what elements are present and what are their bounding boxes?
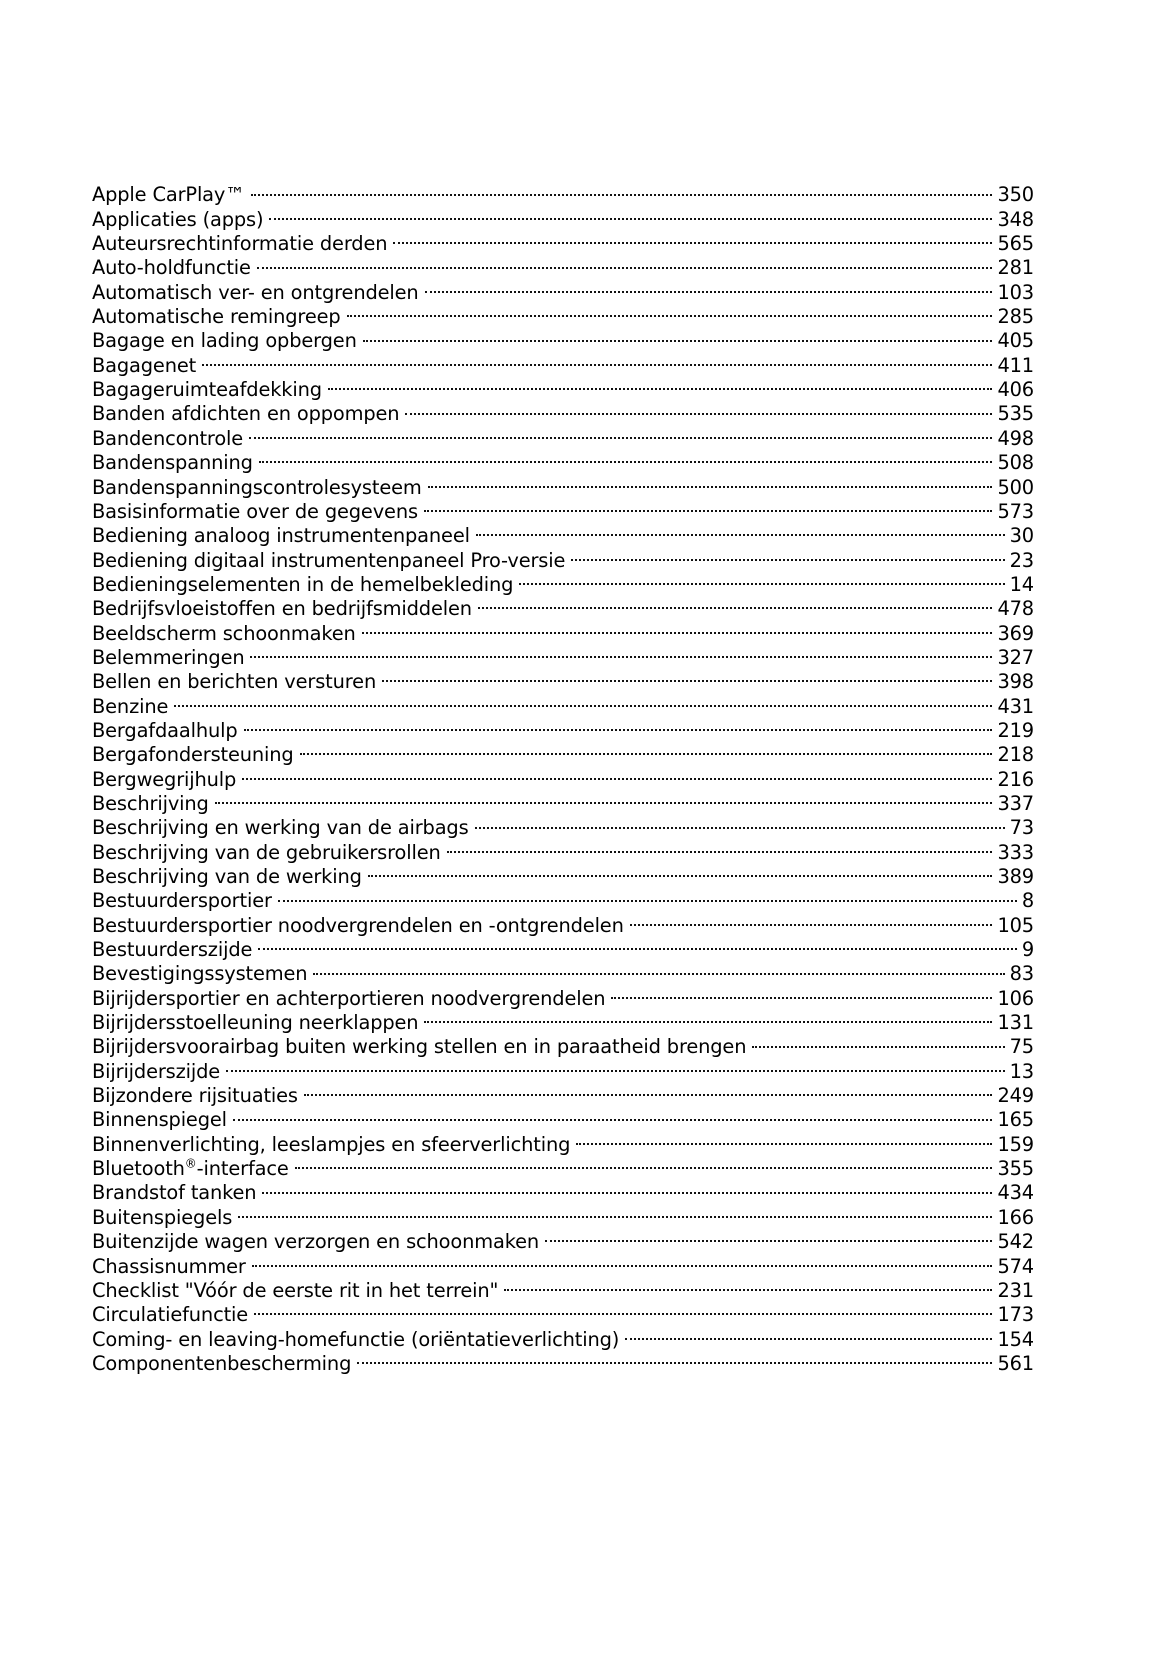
- index-entry-title: Basisinformatie over de gegevens: [92, 499, 418, 523]
- index-entry-page-number: 166: [997, 1205, 1034, 1229]
- index-entry[interactable]: [92, 255, 1034, 279]
- dot-leader: [545, 1229, 992, 1248]
- index-entry[interactable]: [92, 669, 1034, 693]
- dot-leader: [252, 1253, 993, 1272]
- dot-leader: [238, 1204, 992, 1223]
- index-entry[interactable]: [92, 231, 1034, 255]
- dot-leader: [202, 352, 992, 371]
- index-entry-title: Bluetooth®-interface: [92, 1157, 289, 1181]
- index-entry-page-number: 389: [997, 865, 1034, 888]
- dot-leader: [269, 206, 992, 225]
- index-entry-page-number: 75: [1009, 1035, 1034, 1059]
- index-entry[interactable]: [92, 498, 1034, 522]
- index-entry[interactable]: [92, 1302, 1034, 1326]
- index-entry[interactable]: [92, 1107, 1034, 1131]
- index-entry-page-number: 154: [997, 1327, 1034, 1351]
- index-entry[interactable]: [92, 1326, 1034, 1350]
- index-entry-page-number: 165: [997, 1108, 1034, 1132]
- index-entry-title: Buitenspiegels: [92, 1205, 233, 1229]
- index-entry[interactable]: [92, 279, 1034, 303]
- dot-leader: [257, 255, 993, 274]
- index-entry[interactable]: [92, 352, 1034, 376]
- index-entry-page-number: 478: [997, 597, 1034, 621]
- dot-leader: [382, 669, 992, 688]
- index-entry-page-number: 574: [997, 1254, 1034, 1278]
- index-entry-page-number: 411: [997, 353, 1034, 377]
- index-entry-title: Bandencontrole: [92, 426, 244, 450]
- index-entry-page-number: 355: [997, 1157, 1034, 1181]
- index-entry-page-number: 508: [997, 451, 1034, 475]
- dot-leader: [576, 1131, 992, 1150]
- dot-leader: [611, 985, 992, 1004]
- index-entry-title: Brandstof tanken: [92, 1181, 257, 1205]
- index-entry-title: Binnenverlichting, leeslampjes en sfeerverlichting: [92, 1132, 571, 1156]
- index-entry-title: Componentenbescherming: [92, 1351, 352, 1375]
- index-entry-page-number: 216: [997, 767, 1034, 791]
- index-entry[interactable]: [92, 742, 1034, 766]
- index-entry[interactable]: [92, 985, 1034, 1009]
- dot-leader: [254, 1302, 992, 1321]
- dot-leader: [251, 182, 993, 201]
- index-entry-title: Bagagenet: [92, 353, 197, 377]
- index-entry[interactable]: [92, 1351, 1034, 1375]
- index-entry[interactable]: [92, 1229, 1034, 1253]
- index-entry-title: Auto-holdfunctie: [92, 256, 251, 280]
- index-entry-title: Checklist "Vóór de eerste rit in het terrein": [92, 1278, 499, 1302]
- index-entry-page-number: 565: [997, 232, 1034, 256]
- index-entry-title: Bestuurdersportier: [92, 889, 272, 913]
- dot-leader: [447, 839, 993, 858]
- index-entry[interactable]: [92, 937, 1034, 961]
- index-entry[interactable]: [92, 1034, 1034, 1058]
- index-entry-title: Auteursrechtinformatie derden: [92, 232, 388, 256]
- index-entry-page-number: 434: [997, 1181, 1034, 1205]
- index-entry[interactable]: [92, 1131, 1034, 1155]
- index-entry[interactable]: [92, 791, 1034, 815]
- dot-leader: [249, 425, 992, 444]
- index-entry-title: Bandenspanningscontrolesysteem: [92, 475, 422, 499]
- index-entry-page-number: 431: [997, 694, 1034, 718]
- index-entry-title: Coming- en leaving-homefunctie (oriëntatieverlichting): [92, 1327, 620, 1351]
- index-entry[interactable]: [92, 620, 1034, 644]
- dot-leader: [300, 742, 993, 761]
- index-entry-title: Beschrijving van de werking: [92, 865, 362, 888]
- index-entry[interactable]: [92, 401, 1034, 425]
- dot-leader: [244, 718, 993, 737]
- index-entry-page-number: 30: [1009, 524, 1034, 548]
- index-entry[interactable]: [92, 377, 1034, 401]
- index-entry-page-number: 231: [997, 1278, 1034, 1302]
- dot-leader: [752, 1034, 1004, 1053]
- index-entry-page-number: 23: [1009, 548, 1034, 572]
- index-entry-page-number: 106: [997, 986, 1034, 1010]
- index-entry-title: Bijzondere rijsituaties: [92, 1084, 298, 1108]
- index-entry-page-number: 337: [997, 791, 1034, 815]
- index-entry-page-number: 218: [997, 743, 1034, 767]
- index-entry-page-number: 281: [997, 256, 1034, 280]
- index-entry[interactable]: [92, 1083, 1034, 1107]
- index-entry[interactable]: [92, 645, 1034, 669]
- index-entry-page-number: 173: [997, 1303, 1034, 1327]
- index-entry-page-number: 249: [997, 1084, 1034, 1108]
- index-entry-title: Beschrijving: [92, 791, 209, 815]
- index-entry[interactable]: [92, 1058, 1034, 1082]
- index-entry[interactable]: [92, 888, 1034, 912]
- dot-leader: [368, 864, 993, 883]
- index-entry[interactable]: [92, 474, 1034, 498]
- index-entry-title: Bestuurderszijde: [92, 938, 253, 961]
- index-entry-page-number: 159: [997, 1132, 1034, 1156]
- index-entry-page-number: 561: [997, 1351, 1034, 1375]
- index-entry[interactable]: [92, 572, 1034, 596]
- index-entry-title: Benzine: [92, 694, 169, 718]
- index-entry-title: Chassisnummer: [92, 1254, 246, 1278]
- index-entry-title: Bediening analoog instrumentenpaneel: [92, 524, 470, 548]
- dot-leader: [215, 791, 993, 810]
- index-entry[interactable]: [92, 766, 1034, 790]
- dot-leader: [424, 1010, 992, 1029]
- index-entry-title: Circulatiefunctie: [92, 1303, 249, 1327]
- dot-leader: [393, 231, 992, 250]
- dot-leader: [504, 1277, 992, 1296]
- dot-leader: [405, 401, 992, 420]
- index-entry-title: Bijrijdersstoelleuning neerklappen: [92, 1011, 419, 1035]
- index-entry[interactable]: [92, 718, 1034, 742]
- index-entry-title: Bijrijdersvoorairbag buiten werking stellen en in paraatheid brengen: [92, 1035, 747, 1059]
- dot-leader: [363, 328, 993, 347]
- dot-leader: [428, 474, 993, 493]
- dot-leader: [262, 1180, 992, 1199]
- index-entry-title: Belemmeringen: [92, 645, 245, 669]
- dot-leader: [475, 815, 1005, 834]
- index-entry-page-number: 14: [1009, 572, 1034, 596]
- index-entry-page-number: 73: [1009, 816, 1034, 840]
- index-entry-title: Automatisch ver- en ontgrendelen: [92, 280, 419, 304]
- index-entry-title: Bijrijderszijde: [92, 1059, 221, 1083]
- dot-leader: [571, 547, 1004, 566]
- dot-leader: [313, 961, 1004, 980]
- dot-leader: [233, 1107, 993, 1126]
- index-entry-title: Bagageruimteafdekking: [92, 378, 322, 402]
- index-entry[interactable]: [92, 596, 1034, 620]
- index-entry-title: Binnenspiegel: [92, 1108, 227, 1132]
- index-entry[interactable]: [92, 304, 1034, 328]
- dot-leader: [630, 912, 993, 931]
- index-entry[interactable]: [92, 1204, 1034, 1228]
- index-entry-page-number: 498: [997, 426, 1034, 450]
- index-entry[interactable]: [92, 1010, 1034, 1034]
- dot-leader: [226, 1058, 1005, 1077]
- index-entry[interactable]: [92, 864, 1034, 888]
- index-entry-page-number: 13: [1009, 1059, 1034, 1083]
- index-entry-page-number: 500: [997, 475, 1034, 499]
- index-entry-page-number: 573: [997, 499, 1034, 523]
- index-entry-title: Bergwegrijhulp: [92, 767, 237, 791]
- index-entry-page-number: 285: [997, 305, 1034, 329]
- index-entry-title: Beeldscherm schoonmaken: [92, 621, 356, 645]
- dot-leader: [625, 1326, 992, 1345]
- index-entry-page-number: 327: [997, 645, 1034, 669]
- dot-leader: [347, 304, 993, 323]
- index-entry[interactable]: [92, 1277, 1034, 1301]
- index-entry[interactable]: [92, 523, 1034, 547]
- index-entry-title: Apple CarPlay™: [92, 183, 245, 207]
- index-entry-title: Applicaties (apps): [92, 207, 264, 231]
- index-entry[interactable]: [92, 206, 1034, 230]
- index-entry-page-number: 9: [1021, 938, 1034, 961]
- dot-leader: [174, 693, 992, 712]
- index-entry-title: Bijrijdersportier en achterportieren noodvergrendelen: [92, 986, 606, 1010]
- index-entry-page-number: 8: [1021, 889, 1034, 913]
- index-entry-title: Bevestigingssystemen: [92, 962, 308, 986]
- index-entry-page-number: 406: [997, 378, 1034, 402]
- dot-leader: [478, 596, 993, 615]
- index-entry[interactable]: [92, 815, 1034, 839]
- dot-leader: [259, 450, 993, 469]
- index-entry-title: Bergafdaalhulp: [92, 718, 238, 742]
- index-entry-page-number: 535: [997, 402, 1034, 426]
- index-entry[interactable]: [92, 912, 1034, 936]
- index-entry-page-number: 103: [997, 280, 1034, 304]
- dot-leader: [362, 620, 993, 639]
- index-entry-title: Beschrijving en werking van de airbags: [92, 816, 469, 840]
- dot-leader: [304, 1083, 993, 1102]
- index-entry-title: Bestuurdersportier noodvergrendelen en -ontgrendelen: [92, 913, 624, 937]
- dot-leader: [328, 377, 993, 396]
- index-entry-page-number: 348: [997, 207, 1034, 231]
- index-entry-title: Beschrijving van de gebruikersrollen: [92, 840, 441, 864]
- index-entry[interactable]: [92, 182, 1034, 206]
- index-entry[interactable]: [92, 693, 1034, 717]
- index-entry-page-number: 369: [997, 621, 1034, 645]
- index-entry[interactable]: [92, 425, 1034, 449]
- dot-leader: [425, 279, 993, 298]
- index-entry-title: Bergafondersteuning: [92, 743, 294, 767]
- index-entry[interactable]: [92, 328, 1034, 352]
- dot-leader: [258, 937, 1017, 956]
- index-entry-title: Buitenzijde wagen verzorgen en schoonmaken: [92, 1230, 540, 1254]
- index-entry-title: Bediening digitaal instrumentenpaneel Pro-versie: [92, 548, 566, 572]
- dot-leader: [278, 888, 1017, 907]
- dot-leader: [295, 1156, 993, 1175]
- index-entry[interactable]: [92, 450, 1034, 474]
- index-entry-page-number: 219: [997, 718, 1034, 742]
- registered-trademark-icon: ®: [184, 1157, 197, 1171]
- index-entry[interactable]: [92, 547, 1034, 571]
- index-entry-title: Bedieningselementen in de hemelbekleding: [92, 572, 514, 596]
- dot-leader: [242, 766, 992, 785]
- index-entry-title: Automatische remingreep: [92, 305, 341, 329]
- index-entry-page-number: 105: [997, 913, 1034, 937]
- index-entry-page-number: 131: [997, 1011, 1034, 1035]
- dot-leader: [250, 645, 992, 664]
- index-entry-list: [92, 182, 1034, 1375]
- index-entry[interactable]: [92, 839, 1034, 863]
- dot-leader: [357, 1351, 992, 1370]
- index-entry[interactable]: [92, 1180, 1034, 1204]
- dot-leader: [476, 523, 1005, 542]
- index-entry-title: Bandenspanning: [92, 451, 253, 475]
- dot-leader: [519, 572, 1004, 591]
- index-entry-title: Bedrijfsvloeistoffen en bedrijfsmiddelen: [92, 597, 472, 621]
- index-entry[interactable]: [92, 1253, 1034, 1277]
- index-entry[interactable]: [92, 961, 1034, 985]
- index-entry-page-number: 398: [997, 670, 1034, 694]
- index-entry-page-number: 333: [997, 840, 1034, 864]
- index-entry-page-number: 405: [997, 329, 1034, 353]
- index-entry-page-number: 350: [997, 183, 1034, 207]
- index-entry-page-number: 83: [1009, 962, 1034, 986]
- index-entry-title: Banden afdichten en oppompen: [92, 402, 400, 426]
- index-entry-title: Bellen en berichten versturen: [92, 670, 377, 694]
- index-entry-page-number: 542: [997, 1230, 1034, 1254]
- index-entry-title: Bagage en lading opbergen: [92, 329, 357, 353]
- index-entry[interactable]: [92, 1156, 1034, 1180]
- dot-leader: [424, 498, 993, 517]
